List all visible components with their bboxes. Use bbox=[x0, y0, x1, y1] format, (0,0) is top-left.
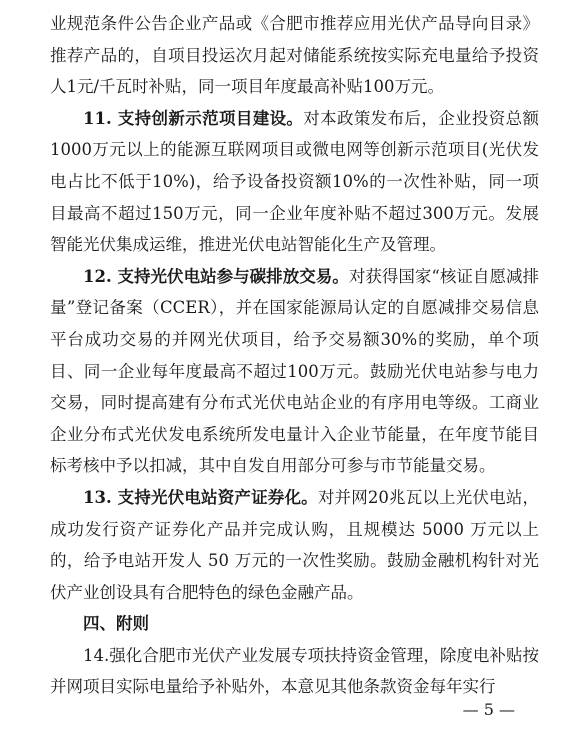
paragraph-continuation bbox=[50, 8, 539, 103]
paragraph-body: 对本政策发布后，企业投资总额1000万元以上的能源互联网项目或微电网等创新示范项目(光伏发电占比不低于10%)，给予设备投资额10%的一次性补贴，同一项目最高不超过150万元，同一企业年度补贴不超过300万元。发展智能光伏集成运维，推进光伏电站智能化生产及管理。 bbox=[50, 108, 540, 255]
item-title: 13. 支持光伏电站资产证券化。 bbox=[83, 487, 318, 507]
page-number: — 5 — bbox=[462, 700, 515, 719]
paragraph-body: 业规范条件公告企业产品或《合肥市推荐应用光伏产品导向目录》推荐产品的，自项目投运次月起对储能系统按实际充电量给予投资人1元/千瓦时补贴，同一项目年度最高补贴100万元。 bbox=[50, 14, 539, 97]
item-title: 12. 支持光伏电站参与碳排放交易。 bbox=[83, 266, 349, 286]
paragraph-item-13 bbox=[50, 482, 539, 608]
paragraph-body: 14.强化合肥市光伏产业发展专项扶持资金管理，除度电补贴按并网项目实际电量给予补贴外，本意见其他条款资金每年实行 bbox=[50, 645, 539, 697]
item-title: 11. 支持创新示范项目建设。 bbox=[83, 108, 304, 128]
paragraph-body: 对获得国家“核证自愿减排量”登记备案（CCER），并在国家能源局认定的自愿减排交易信息平台成功交易的并网光伏项目，给予交易额30%的奖励，单个项目、同一企业每年度最高不超过100万元。鼓励光伏电站参与电力交易，同时提高建有分布式光伏电站企业的有序用电等级。工商业企业分布式光伏发电系统所发电量计入企业节能量，在年度节能目标考核中予以扣减，其中自发自用部分可参与市节能量交易。 bbox=[50, 266, 540, 476]
paragraph-body: 对并网20兆瓦以上光伏电站，成功发行资产证券化产品并完成认购，且规模达 5000 万元以上的，给予电站开发人 50 万元的一次性奖励。鼓励金融机构针对光伏产业创设具有合肥特色的绿色金融产品。 bbox=[50, 487, 540, 602]
paragraph-item-11 bbox=[50, 103, 539, 261]
paragraph-item-14 bbox=[50, 640, 539, 703]
section-heading: 四、附则 bbox=[83, 614, 149, 634]
paragraph-item-12 bbox=[50, 261, 539, 482]
